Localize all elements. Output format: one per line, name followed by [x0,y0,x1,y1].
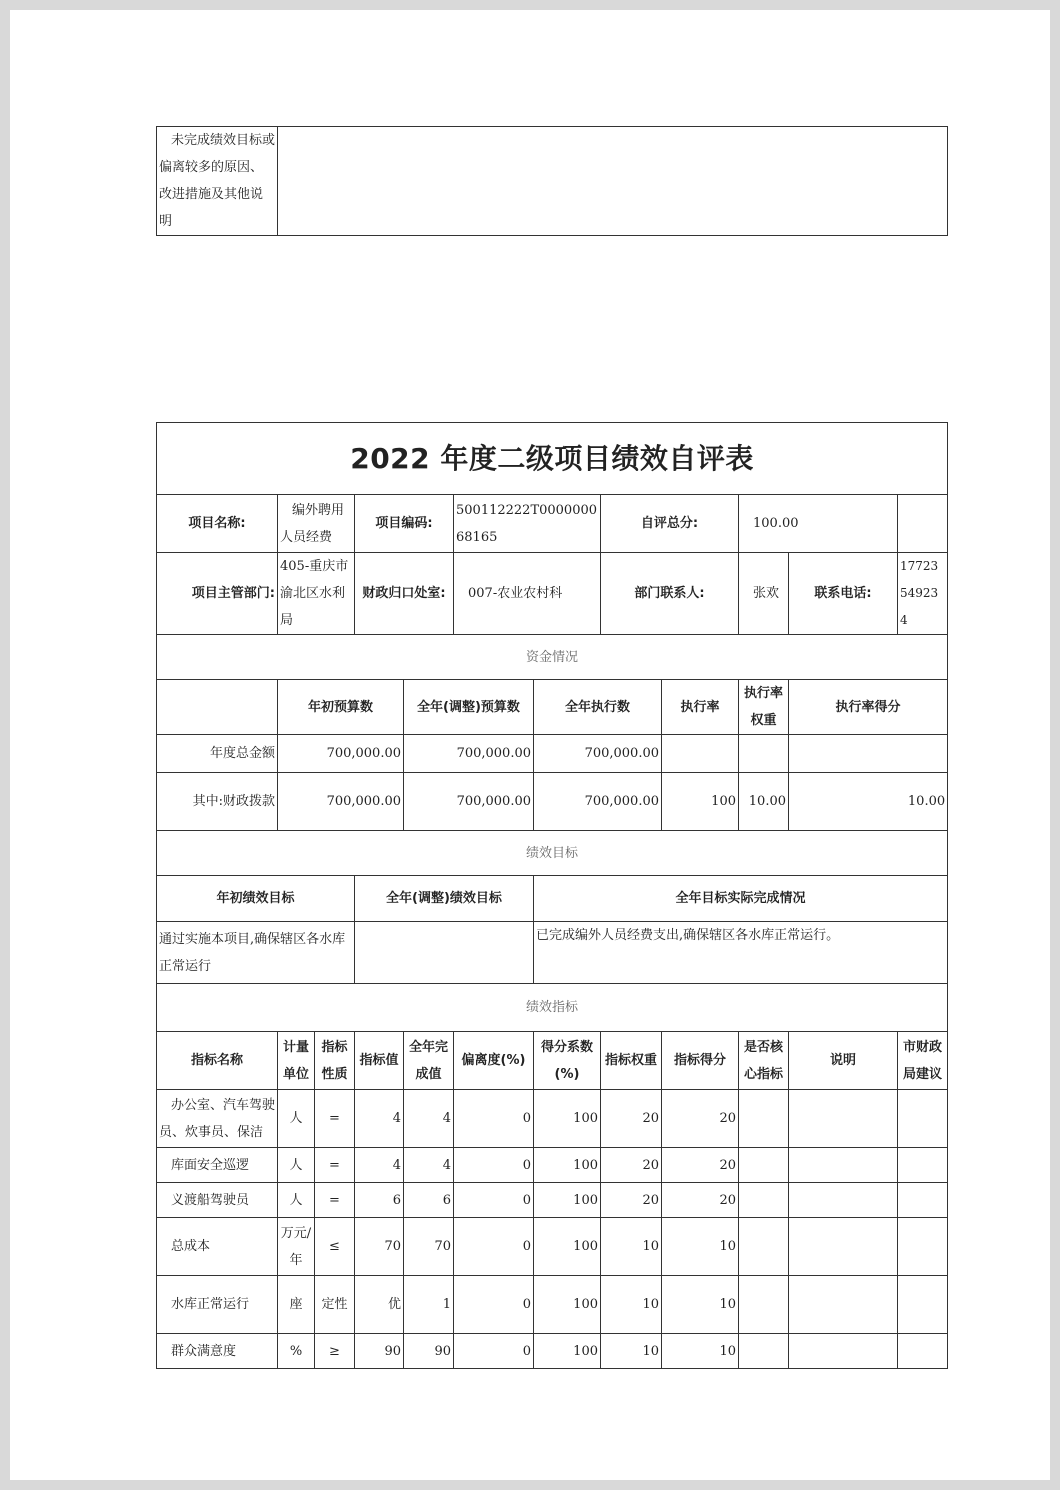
ind-coef: 100 [534,1218,601,1276]
ind-weight: 10 [601,1218,662,1276]
funds-row-score [789,735,948,773]
ind-header-nature: 指标性质 [315,1032,355,1090]
ind-weight: 10 [601,1276,662,1334]
finance-office: 007-农业农村科 [454,553,601,635]
ind-coef: 100 [534,1183,601,1218]
project-code-label: 项目编码: [355,495,454,553]
ind-header-desc: 说明 [789,1032,898,1090]
ind-coef: 100 [534,1148,601,1183]
ind-coef: 100 [534,1276,601,1334]
ind-header-target: 指标值 [355,1032,404,1090]
ind-target: 6 [355,1183,404,1218]
goals-header-initial: 年初绩效目标 [157,876,355,922]
ind-header-actual: 全年完成值 [404,1032,454,1090]
ind-desc [789,1334,898,1369]
goals-section-title: 绩效目标 [157,831,948,876]
funds-row-rate [662,735,739,773]
note-value [278,127,948,236]
funds-row-initial: 700,000.00 [278,735,404,773]
project-name: 编外聘用人员经费 [278,495,355,553]
funds-row-adjusted: 700,000.00 [404,735,534,773]
ind-nature: ≤ [315,1218,355,1276]
ind-deviation: 0 [454,1276,534,1334]
contact: 张欢 [739,553,789,635]
self-score-label: 自评总分: [601,495,739,553]
funds-header-initial: 年初预算数 [278,680,404,735]
funds-row-executed: 700,000.00 [534,773,662,831]
ind-actual: 6 [404,1183,454,1218]
funds-header-adjusted: 全年(调整)预算数 [404,680,534,735]
ind-score: 10 [662,1276,739,1334]
ind-actual: 4 [404,1148,454,1183]
goals-actual: 已完成编外人员经费支出,确保辖区各水库正常运行。 [534,922,948,984]
ind-target: 70 [355,1218,404,1276]
funds-header-weight: 执行率权重 [739,680,789,735]
funds-header-executed: 全年执行数 [534,680,662,735]
ind-weight: 20 [601,1090,662,1148]
funds-header-blank [157,680,278,735]
info-empty-cell [898,495,948,553]
ind-header-advice: 市财政局建议 [898,1032,948,1090]
ind-unit: 万元/年 [278,1218,315,1276]
ind-weight: 20 [601,1183,662,1218]
table-row [157,1148,948,1183]
ind-header-coef: 得分系数(%) [534,1032,601,1090]
goals-adjusted [355,922,534,984]
ind-header-core: 是否核心指标 [739,1032,789,1090]
ind-header-score: 指标得分 [662,1032,739,1090]
ind-desc [789,1183,898,1218]
funds-row-adjusted: 700,000.00 [404,773,534,831]
ind-core [739,1276,789,1334]
ind-desc [789,1148,898,1183]
ind-nature: 定性 [315,1276,355,1334]
indicators-section-title: 绩效指标 [157,984,948,1032]
ind-score: 20 [662,1148,739,1183]
page-title: 2022 年度二级项目绩效自评表 [157,423,948,495]
ind-unit: % [278,1334,315,1369]
ind-advice [898,1276,948,1334]
ind-desc [789,1090,898,1148]
ind-target: 4 [355,1090,404,1148]
ind-header-deviation: 偏离度(%) [454,1032,534,1090]
ind-deviation: 0 [454,1090,534,1148]
funds-row-initial: 700,000.00 [278,773,404,831]
funds-row-weight: 10.00 [739,773,789,831]
ind-target: 4 [355,1148,404,1183]
table-row [157,1090,948,1148]
ind-score: 10 [662,1218,739,1276]
table-row [157,1183,948,1218]
phone-label: 联系电话: [789,553,898,635]
ind-unit: 人 [278,1183,315,1218]
funds-row-rate: 100 [662,773,739,831]
funds-row-label: 其中:财政拨款 [157,773,278,831]
dept-label: 项目主管部门: [157,553,278,635]
ind-name: 总成本 [157,1218,278,1276]
ind-nature: = [315,1183,355,1218]
funds-header-rate: 执行率 [662,680,739,735]
ind-name: 库面安全巡逻 [157,1148,278,1183]
goals-header-actual: 全年目标实际完成情况 [534,876,948,922]
ind-actual: 1 [404,1276,454,1334]
ind-desc [789,1218,898,1276]
ind-advice [898,1090,948,1148]
ind-actual: 4 [404,1090,454,1148]
ind-score: 20 [662,1090,739,1148]
note-label: 未完成绩效目标或偏离较多的原因、改进措施及其他说明 [157,127,278,236]
table-row [157,1218,948,1276]
goals-initial: 通过实施本项目,确保辖区各水库正常运行 [157,922,355,984]
ind-unit: 座 [278,1276,315,1334]
table-row [157,1276,948,1334]
self-score: 100.00 [739,495,898,553]
ind-core [739,1334,789,1369]
ind-core [739,1090,789,1148]
ind-header-weight: 指标权重 [601,1032,662,1090]
ind-weight: 10 [601,1334,662,1369]
funds-row-weight [739,735,789,773]
goals-header-adjusted: 全年(调整)绩效目标 [355,876,534,922]
funds-section-title: 资金情况 [157,635,948,680]
funds-row-executed: 700,000.00 [534,735,662,773]
funds-row-score: 10.00 [789,773,948,831]
ind-name: 水库正常运行 [157,1276,278,1334]
ind-core [739,1148,789,1183]
ind-weight: 20 [601,1148,662,1183]
ind-actual: 70 [404,1218,454,1276]
dept: 405-重庆市渝北区水利局 [278,553,355,635]
ind-name: 群众满意度 [157,1334,278,1369]
ind-name: 义渡船驾驶员 [157,1183,278,1218]
ind-deviation: 0 [454,1183,534,1218]
ind-target: 90 [355,1334,404,1369]
ind-header-name: 指标名称 [157,1032,278,1090]
ind-nature: = [315,1090,355,1148]
ind-score: 10 [662,1334,739,1369]
note-table [156,126,948,236]
ind-target: 优 [355,1276,404,1334]
project-name-label: 项目名称: [157,495,278,553]
ind-deviation: 0 [454,1334,534,1369]
table-row [157,1334,948,1369]
ind-advice [898,1148,948,1183]
ind-nature: = [315,1148,355,1183]
ind-deviation: 0 [454,1148,534,1183]
ind-unit: 人 [278,1090,315,1148]
finance-office-label: 财政归口处室: [355,553,454,635]
ind-advice [898,1218,948,1276]
phone: 17723549234 [898,553,948,635]
ind-score: 20 [662,1183,739,1218]
project-code: 500112222T000000068165 [454,495,601,553]
ind-name: 办公室、汽车驾驶员、炊事员、保洁 [157,1090,278,1148]
ind-core [739,1218,789,1276]
ind-unit: 人 [278,1148,315,1183]
ind-coef: 100 [534,1334,601,1369]
ind-header-unit: 计量单位 [278,1032,315,1090]
evaluation-table [156,422,948,1369]
ind-nature: ≥ [315,1334,355,1369]
ind-actual: 90 [404,1334,454,1369]
ind-deviation: 0 [454,1218,534,1276]
contact-label: 部门联系人: [601,553,739,635]
ind-core [739,1183,789,1218]
ind-advice [898,1334,948,1369]
ind-coef: 100 [534,1090,601,1148]
funds-row-label: 年度总金额 [157,735,278,773]
ind-desc [789,1276,898,1334]
ind-advice [898,1183,948,1218]
funds-header-score: 执行率得分 [789,680,948,735]
